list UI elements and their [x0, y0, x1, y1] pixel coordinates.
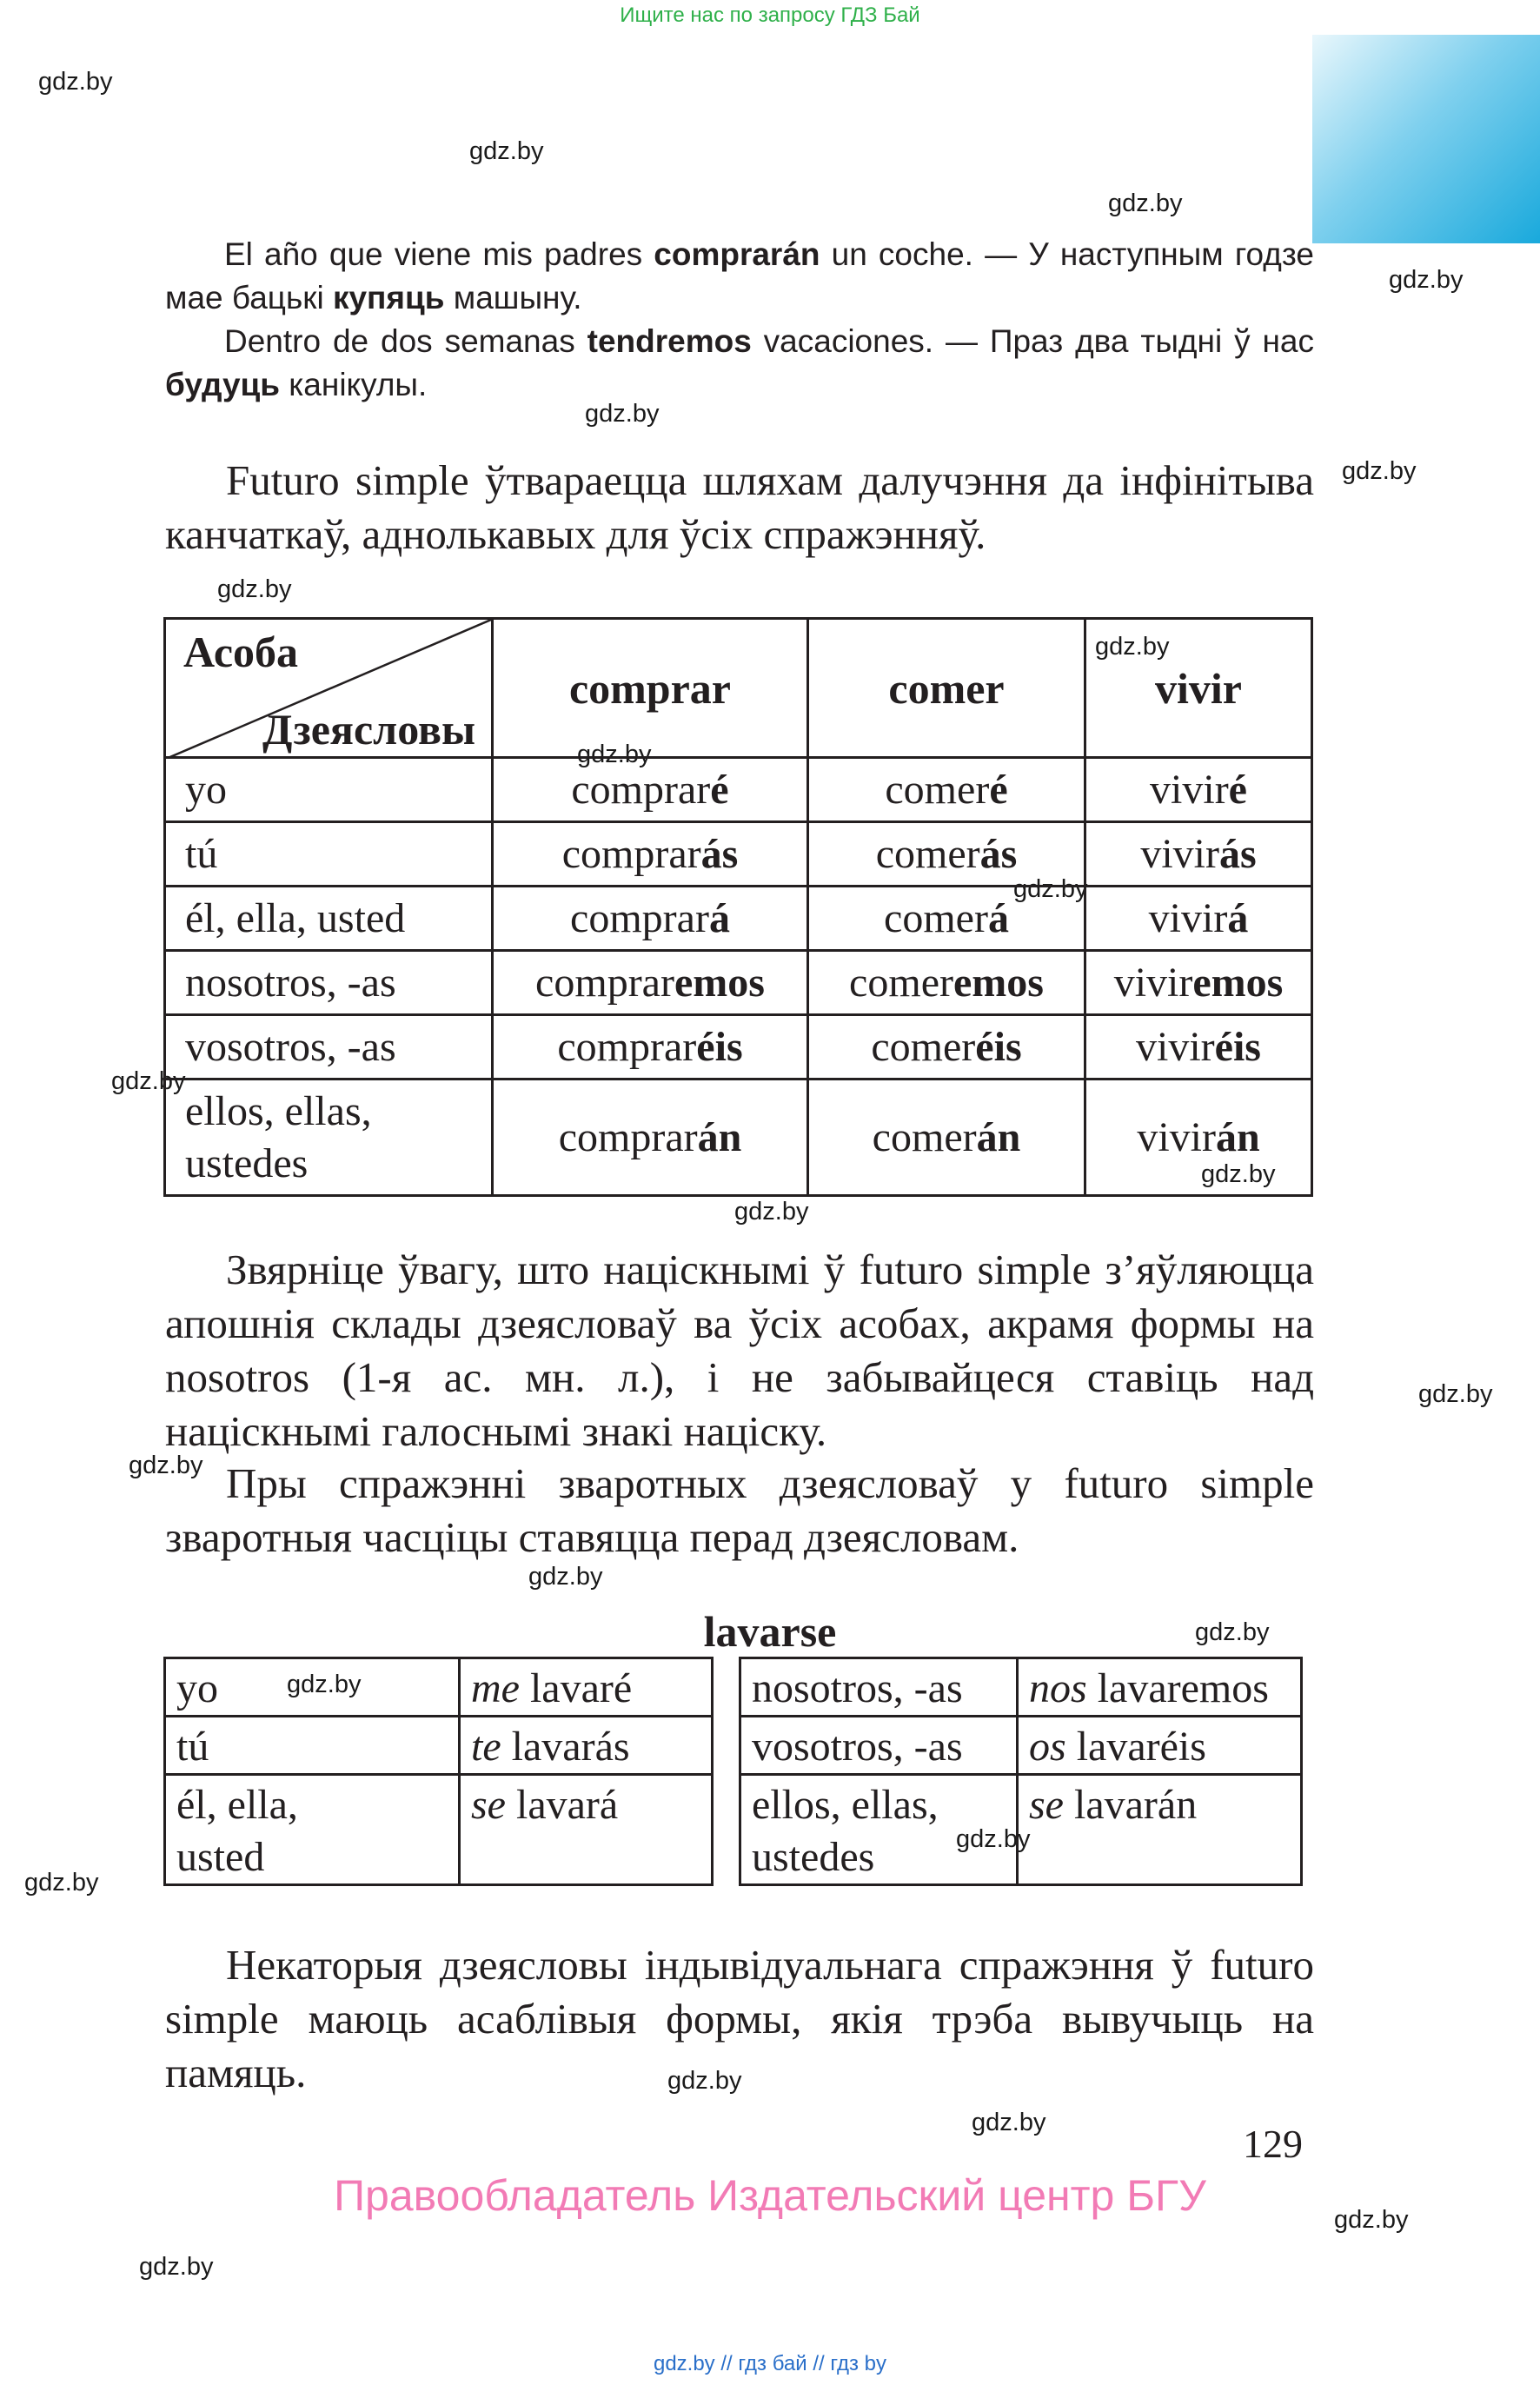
table-row — [740, 1775, 1302, 1885]
example-sentence-1: El año que viene mis padres comprarán un coche. — У наступным годзе мае бацькі купяць машыну. — [165, 236, 1315, 316]
form-cell: comeréis — [808, 1015, 1085, 1080]
corner-gradient-decoration — [1312, 35, 1540, 243]
form-cell: vivirán — [1085, 1080, 1312, 1196]
watermark: gdz.by — [577, 741, 652, 768]
paragraph-reflexive: Пры спражэнні зваротных дзеясловаў у futuro simple зваротныя часціцы ставяцца перад дзеясловам. — [165, 1459, 1314, 1561]
watermark: gdz.by — [139, 2253, 214, 2281]
watermark: gdz.by — [1095, 633, 1170, 661]
header-verbs: Дзеясловы — [262, 705, 475, 754]
pronoun-cell: ellos, ellas, ustedes — [165, 1080, 493, 1196]
form-cell: vivirás — [1085, 822, 1312, 887]
pronoun-cell: tú — [165, 822, 493, 887]
form-cell: viviremos — [1085, 951, 1312, 1015]
paragraph-stress: Звярніце ўвагу, што націскнымі ў futuro simple з’яўляюцца апошнія склады дзеясловаў ва ўсіх асобах, акрамя формы на nosotros (1-я ас. мн. л.), і не забывайцеся ставіць над націскнымі галоснымі знакі націску. — [165, 1246, 1314, 1455]
table-row — [165, 951, 1312, 1015]
lavarse-plural-table — [739, 1657, 1303, 1886]
form-cell: compraréis — [493, 1015, 808, 1080]
form-cell: comeremos — [808, 951, 1085, 1015]
header-comprar: comprar — [493, 619, 808, 758]
watermark: gdz.by — [38, 68, 113, 96]
pronoun-cell: ellos, ellas, ustedes — [740, 1775, 1018, 1885]
header-person: Асоба — [183, 628, 299, 676]
form-cell: me lavaré — [460, 1658, 713, 1717]
watermark: gdz.by — [585, 400, 660, 428]
pronoun-cell: vosotros, -as — [740, 1717, 1018, 1775]
footer-note: gdz.by // гдз бай // гдз by — [653, 2352, 887, 2375]
lavarse-singular-table — [163, 1657, 714, 1886]
table-row — [165, 1080, 1312, 1196]
pronoun-cell: él, ella, usted — [165, 1775, 460, 1885]
conjugation-table — [163, 617, 1313, 1197]
example-sentence-2: Dentro de dos semanas tendremos vacaciones. — Праз два тыдні ў нас будуць канікулы. — [165, 323, 1314, 402]
table-row — [740, 1658, 1302, 1717]
pronoun-cell: nosotros, -as — [740, 1658, 1018, 1717]
watermark: gdz.by — [287, 1671, 362, 1698]
header-vivir: vivir — [1085, 619, 1312, 758]
watermark: gdz.by — [1195, 1618, 1270, 1646]
form-cell: comerás — [808, 822, 1085, 887]
form-cell: comerá — [808, 887, 1085, 951]
watermark: gdz.by — [1418, 1380, 1493, 1408]
paragraph-irregular: Некаторыя дзеясловы індывідуальнага спражэння ў futuro simple маюць асаблівыя формы, якія трэба вывучыць на памяць. — [165, 1941, 1314, 2096]
table-row — [165, 1717, 713, 1775]
watermark: gdz.by — [469, 137, 544, 165]
copyright-notice: Правообладатель Издательский центр БГУ — [334, 2171, 1206, 2220]
form-cell: compraremos — [493, 951, 808, 1015]
pronoun-cell: vosotros, -as — [165, 1015, 493, 1080]
watermark: gdz.by — [1201, 1160, 1276, 1188]
form-cell: se lavará — [460, 1775, 713, 1885]
form-cell: comprarán — [493, 1080, 808, 1196]
header-note: Ищите нас по запросу ГДЗ Бай — [620, 3, 920, 27]
form-cell: viviré — [1085, 758, 1312, 822]
form-cell: se lavarán — [1018, 1775, 1302, 1885]
header-comer: comer — [808, 619, 1085, 758]
table-row — [165, 822, 1312, 887]
watermark: gdz.by — [734, 1198, 809, 1226]
form-cell: nos lavaremos — [1018, 1658, 1302, 1717]
form-cell: viviréis — [1085, 1015, 1312, 1080]
pronoun-cell: tú — [165, 1717, 460, 1775]
watermark: gdz.by — [24, 1869, 99, 1897]
lavarse-title: lavarse — [703, 1607, 837, 1656]
form-cell: te lavarás — [460, 1717, 713, 1775]
pronoun-cell: nosotros, -as — [165, 951, 493, 1015]
form-cell: comeré — [808, 758, 1085, 822]
table-header-corner — [165, 619, 493, 758]
watermark: gdz.by — [956, 1825, 1031, 1853]
watermark: gdz.by — [217, 575, 292, 603]
watermark: gdz.by — [667, 2067, 742, 2095]
table-row — [165, 758, 1312, 822]
form-cell: compraré — [493, 758, 808, 822]
watermark: gdz.by — [111, 1067, 186, 1095]
watermark: gdz.by — [528, 1563, 603, 1591]
watermark: gdz.by — [129, 1452, 203, 1479]
table-row — [165, 1658, 713, 1717]
pronoun-cell: yo — [165, 758, 493, 822]
form-cell: comprarás — [493, 822, 808, 887]
form-cell: comerán — [808, 1080, 1085, 1196]
pronoun-cell: yo — [165, 1658, 460, 1717]
watermark: gdz.by — [1389, 266, 1464, 294]
table-row — [165, 1015, 1312, 1080]
watermark: gdz.by — [972, 2109, 1046, 2136]
table-row — [740, 1717, 1302, 1775]
watermark: gdz.by — [1342, 457, 1417, 485]
form-cell: comprará — [493, 887, 808, 951]
page-number: 129 — [1243, 2122, 1303, 2166]
watermark: gdz.by — [1334, 2206, 1409, 2234]
table-row — [165, 1775, 713, 1885]
watermark: gdz.by — [1013, 875, 1088, 903]
watermark: gdz.by — [1108, 189, 1183, 217]
table-row — [165, 887, 1312, 951]
pronoun-cell: él, ella, usted — [165, 887, 493, 951]
paragraph-formation: Futuro simple ўтвараецца шляхам далучэння да інфінітыва канчаткаў, аднолькавых для ўсіх спражэнняў. — [165, 456, 1314, 558]
form-cell: vivirá — [1085, 887, 1312, 951]
form-cell: os lavaréis — [1018, 1717, 1302, 1775]
